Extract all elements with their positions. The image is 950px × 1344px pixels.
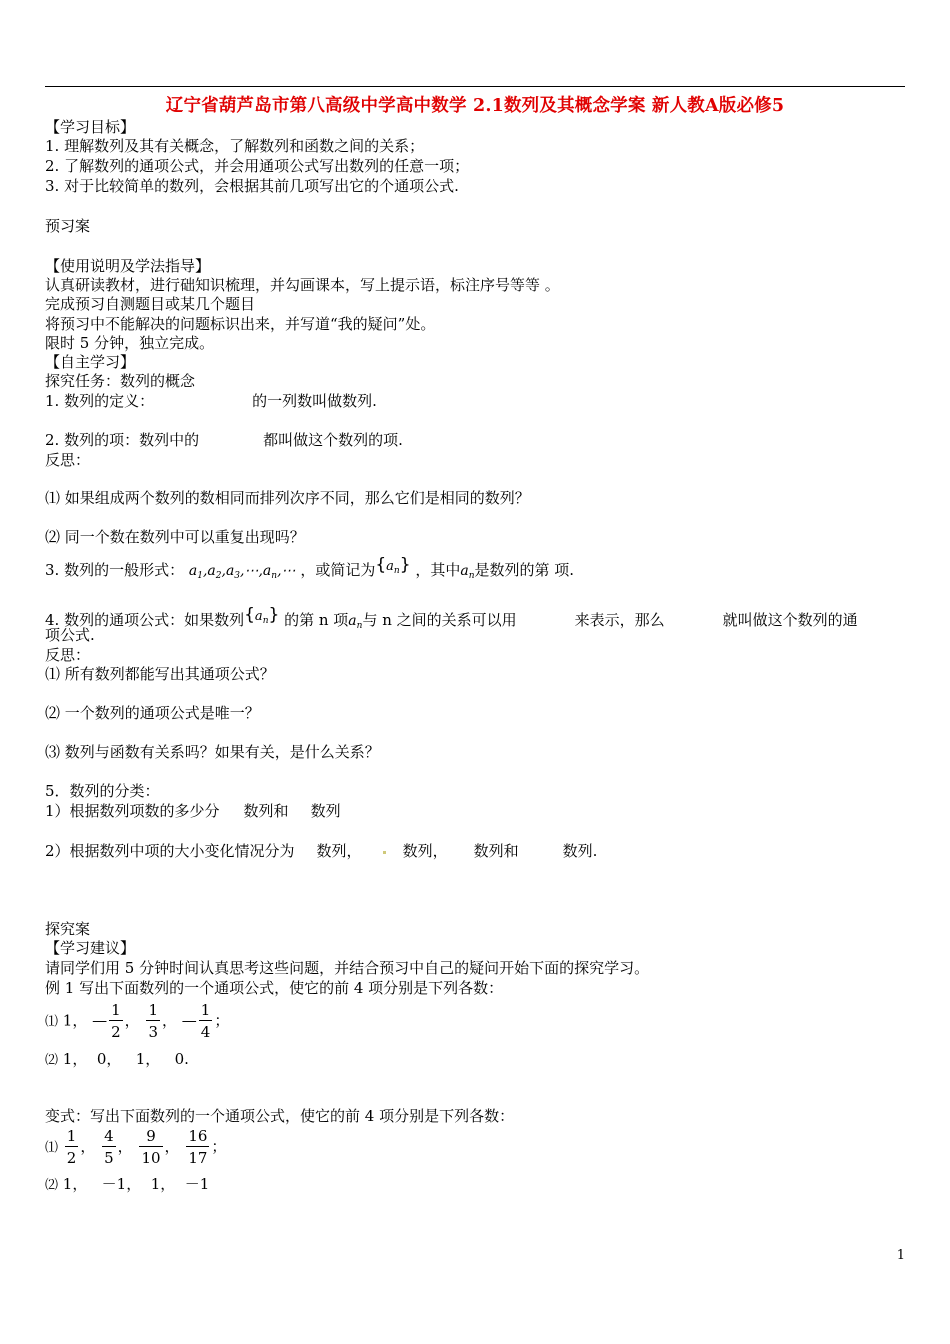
fraction <box>139 1126 162 1169</box>
fraction-numerator: 1 <box>111 1001 121 1019</box>
formula-line <box>45 606 858 635</box>
fraction-numerator: 1 <box>148 1001 158 1019</box>
ex1-2-label: ⑵ <box>45 1053 59 1068</box>
example-1-part-2 <box>45 1050 189 1070</box>
formula-text-d: 来表示，那么 <box>574 611 665 629</box>
fraction <box>65 1126 79 1169</box>
variant-prompt: 变式：写出下面数列的一个通项公式，使它的前 4 项分别是下列各数： <box>45 1107 515 1125</box>
explore-label: 探究案 <box>45 920 91 938</box>
document-title: 辽宁省葫芦岛市第八高级中学高中数学 2.1数列及其概念学案 新人教A版必修5 <box>165 96 785 116</box>
fraction-numerator: 9 <box>139 1126 162 1147</box>
formula-text-b: 的第 n 项 <box>284 611 349 629</box>
explore-task: 探究任务：数列的概念 <box>45 372 196 390</box>
fraction-denominator: 2 <box>66 1149 77 1167</box>
var2-values: 1， －1， 1， －1 <box>62 1175 210 1193</box>
reflect-question-4: ⑵ 一个数列的通项公式是唯一？ <box>45 704 260 722</box>
fraction-numerator: 16 <box>188 1127 208 1145</box>
reflect-question-5: ⑶ 数列与函数有关系吗？如果有关，是什么关系？ <box>45 743 380 761</box>
fraction-numerator: 1 <box>200 1001 211 1019</box>
classification-line-2 <box>45 842 597 860</box>
fraction-denominator: 2 <box>111 1023 121 1041</box>
class2-text-b: 数列， <box>316 842 362 860</box>
mark-dot <box>383 851 386 854</box>
variant-part-2 <box>45 1175 209 1195</box>
fraction-denominator: 5 <box>104 1149 114 1167</box>
reflect-label-1: 反思： <box>45 451 91 469</box>
fraction <box>146 1000 160 1043</box>
general-form-where: ，其中 <box>415 561 461 579</box>
class1-text-b: 数列和 <box>243 802 289 820</box>
goal-item-3: 3. 对于比较简单的数列，会根据其前几项写出它的个通项公式. <box>45 177 459 195</box>
var2-label: ⑵ <box>45 1178 59 1193</box>
fraction-denominator: 4 <box>200 1023 211 1041</box>
class2-text-d: 数列和 <box>473 842 519 860</box>
term-symbol-2: $a_n$ <box>348 613 363 631</box>
general-form-label: 3. 数列的一般形式： <box>45 561 185 579</box>
class1-text-c: 数列 <box>310 802 341 820</box>
class2-label: 2）根据数列中项的大小变化情况分为 <box>45 842 295 860</box>
ex1-1-label: ⑴ <box>45 1014 59 1030</box>
fraction-denominator: 17 <box>188 1149 208 1167</box>
reflect-label-2: 反思： <box>45 646 91 664</box>
formula-text-e: 就叫做这个数列的通 <box>722 611 858 629</box>
ex1-1-first: 1， <box>62 1011 88 1030</box>
fraction-numerator: 1 <box>66 1127 77 1145</box>
general-form-abbrev: ，或简记为 <box>300 561 376 579</box>
fraction <box>109 1000 123 1043</box>
general-form-line <box>45 556 574 585</box>
goal-item-1: 1. 理解数列及其有关概念，了解数列和函数之间的关系； <box>45 137 425 155</box>
definition-label: 1. 数列的定义： <box>45 392 155 410</box>
advice-text: 请同学们用 5 分钟时间认真思考这些问题，并结合预习中自己的疑问开始下面的探究学习。 <box>45 959 650 977</box>
class2-text-e: 数列. <box>562 842 598 860</box>
reflect-question-1: ⑴ 如果组成两个数列的数相同而排列次序不同，那么它们是相同的数列？ <box>45 489 530 507</box>
instruction-3: 将预习中不能解决的问题标识出来，并写道“我的疑问”处。 <box>45 315 436 333</box>
fraction-numerator: 4 <box>104 1127 114 1145</box>
header-rule <box>45 86 905 87</box>
fraction <box>199 1000 213 1043</box>
instruction-2: 完成预习自测题目或某几个题目 <box>45 295 256 313</box>
example-1-part-1: ⑴ 1， — $\frac{1}{2}$ ， $\frac{1}{3}$ ， — $\frac{1}{4}$ ； <box>45 1001 230 1041</box>
instructions-heading: 【使用说明及学法指导】 <box>45 257 211 275</box>
fraction-denominator: 10 <box>141 1149 161 1167</box>
goals-heading: 【学习目标】 <box>45 118 136 136</box>
term-text: 都叫做这个数列的项. <box>263 431 403 449</box>
sequence-notation: $\{a_n\}$ <box>375 555 411 576</box>
term-symbol: $a_n$ <box>460 563 475 581</box>
term-label: 2. 数列的项：数列中的 <box>45 431 200 449</box>
self-study-heading: 【自主学习】 <box>45 353 136 371</box>
classification-heading: 5．数列的分类： <box>45 782 160 800</box>
fraction <box>102 1126 116 1169</box>
ex1-2-values: 1， 0， 1， 0. <box>62 1050 189 1068</box>
class1-label: 1）根据数列项数的多少分 <box>45 802 220 820</box>
term-definition-line <box>45 431 403 449</box>
classification-line-1 <box>45 802 341 820</box>
general-form-formula: $a_1,a_2,a_3,\cdots,a_n,\cdots$ <box>188 563 296 581</box>
formula-line-2: 项公式. <box>45 626 95 644</box>
fraction <box>186 1126 209 1169</box>
formula-text-c: 与 n 之间的关系可以用 <box>362 611 517 629</box>
fraction-denominator: 3 <box>148 1023 158 1041</box>
page-number: 1 <box>896 1248 905 1263</box>
sequence-notation-2: $\{a_n\}$ <box>244 605 280 626</box>
definition-line <box>45 392 377 410</box>
class2-text-c: 数列， <box>402 842 448 860</box>
goal-item-2: 2. 了解数列的通项公式，并会用通项公式写出数列的任意一项； <box>45 157 470 175</box>
ex1-1-sign-1: — <box>92 1011 108 1030</box>
variant-part-1: ⑴ $\frac{1}{2}$ ， $\frac{4}{5}$ ， $\frac{9}{10}$ ， $\frac{16}{17}$ ； <box>45 1127 227 1167</box>
preview-label: 预习案 <box>45 217 91 235</box>
instruction-4: 限时 5 分钟，独立完成。 <box>45 334 215 352</box>
reflect-question-3: ⑴ 所有数列都能写出其通项公式？ <box>45 665 275 683</box>
formula-label: 4. 数列的通项公式：如果数列 <box>45 611 245 629</box>
advice-heading: 【学习建议】 <box>45 939 136 957</box>
ex1-1-sign-3: — <box>181 1011 197 1030</box>
example-1-prompt: 例 1 写出下面数列的一个通项公式，使它的前 4 项分别是下列各数： <box>45 979 504 997</box>
var1-label: ⑴ <box>45 1140 59 1156</box>
reflect-question-2: ⑵ 同一个数在数列中可以重复出现吗？ <box>45 528 305 546</box>
definition-text: 的一列数叫做数列. <box>252 392 377 410</box>
instruction-1: 认真研读教材，进行础知识梳理，并勾画课本，写上提示语，标注序号等等 。 <box>45 276 560 294</box>
general-form-term: 是数列的第 项. <box>474 561 575 579</box>
